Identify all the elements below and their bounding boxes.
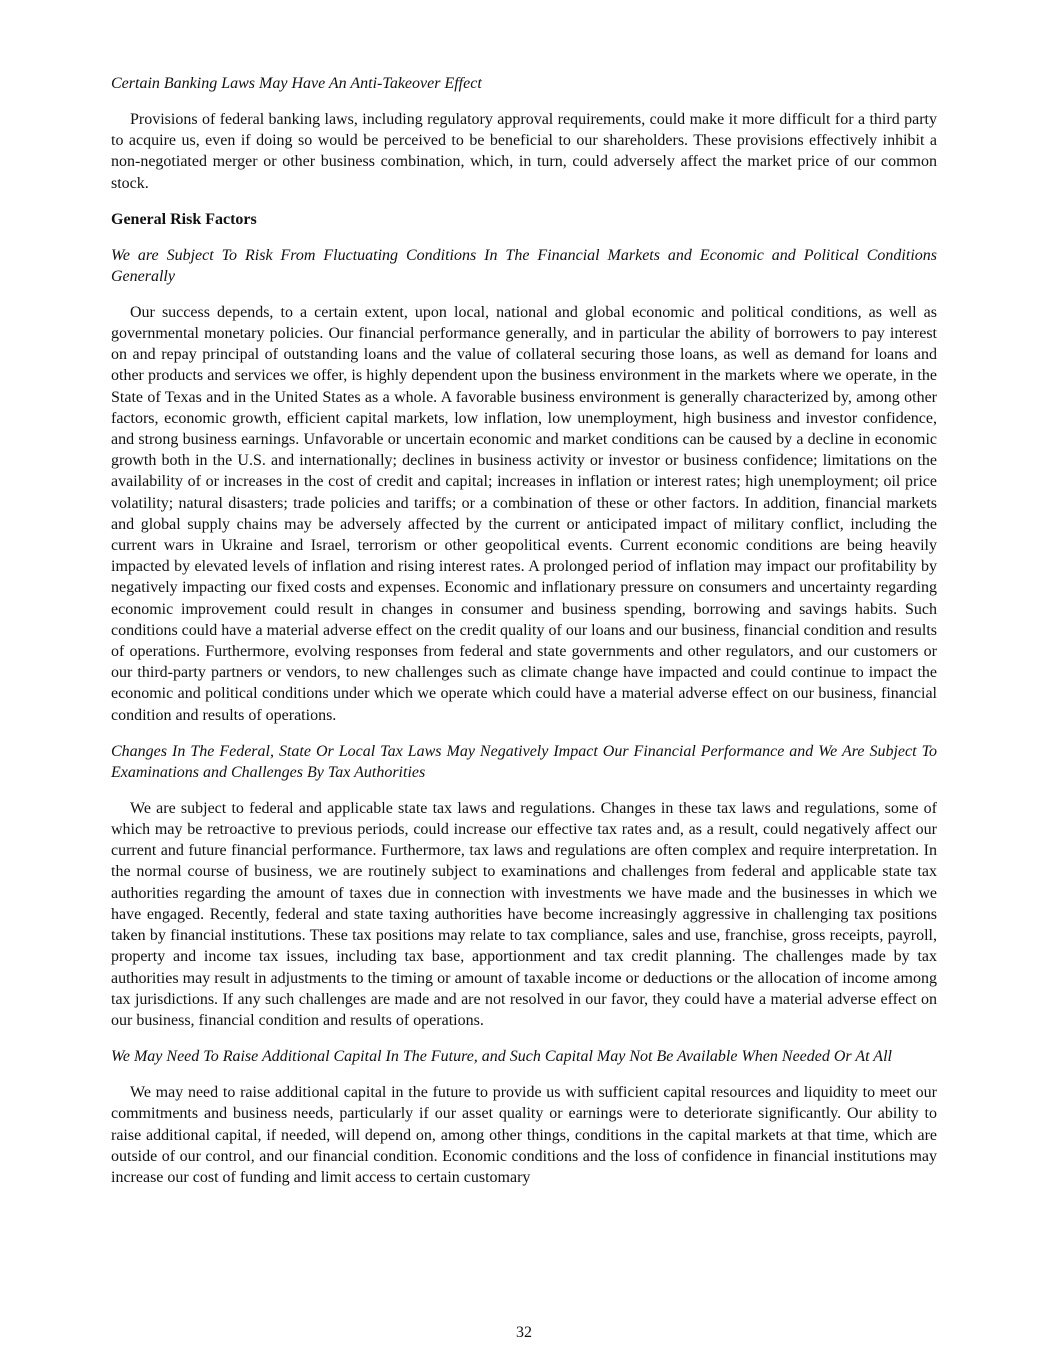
section-heading-banking-laws: Certain Banking Laws May Have An Anti-Takeover Effect xyxy=(111,75,482,92)
section-heading-fluctuating-conditions: We are Subject To Risk From Fluctuating Conditions In The Financial Markets and Economic and Political Conditions Generally xyxy=(111,246,937,285)
paragraph-fluctuating-conditions: Our success depends, to a certain extent, upon local, national and global economic and political conditions, as well as governmental monetary policies. Our financial performance generally, and in particular the ability of borrowers to pay interest on and repay principal of outstanding loans and the value of collateral securing those loans, as well as demand for loans and other products and services we offer, is highly dependent upon the business environment in the markets where we operate, in the State of Texas and in the United States as a whole. A favorable business environment is generally characterized by, among other factors, economic growth, efficient capital markets, low inflation, low unemployment, high business and investor confidence, and strong business earnings. Unfavorable or uncertain economic and market conditions can be caused by a decline in economic growth both in the U.S. and internationally; declines in business activity or investor or business confidence; limitations on the availability of or increases in the cost of credit and capital; increases in inflation or interest rates; high unemployment; oil price volatility; natural disasters; trade policies and tariffs; or a combination of these or other factors. In addition, financial markets and global supply chains may be adversely affected by the current or anticipated impact of military conflict, including the current wars in Ukraine and Israel, terrorism or other geopolitical events. Current economic conditions are being heavily impacted by elevated levels of inflation and rising interest rates. A prolonged period of inflation may impact our profitability by negatively impacting our fixed costs and expenses. Economic and inflationary pressure on consumers and uncertainty regarding economic improvement could result in changes in consumer and business spending, borrowing and savings habits. Such conditions could have a material adverse effect on the credit quality of our loans and our business, financial condition and results of operations. Furthermore, evolving responses from federal and state governments and other regulators, and our customers or our third-party partners or vendors, to new challenges such as climate change have impacted and could continue to impact the economic and political conditions under which we operate which could have a material adverse effect on our business, financial condition and results of operations. xyxy=(111,303,937,724)
paragraph-banking-laws: Provisions of federal banking laws, including regulatory approval requirements, could make it more difficult for a third party to acquire us, even if doing so would be perceived to be beneficial to our shareholders. These provisions effectively inhibit a non-negotiated merger or other business combination, which, in turn, could adversely affect the market price of our common stock. xyxy=(111,111,937,192)
section-heading-additional-capital: We May Need To Raise Additional Capital In The Future, and Such Capital May Not Be Available When Needed Or At All xyxy=(111,1048,892,1066)
section-heading-general-risk-factors: General Risk Factors xyxy=(111,210,257,228)
paragraph-tax-laws: We are subject to federal and applicable state tax laws and regulations. Changes in these tax laws and regulations, some of which may be retroactive to previous periods, could increase our effective tax rates and, as a result, could negatively affect our current and future financial performance. Furthermore, tax laws and regulations are often complex and require interpretation. In the normal course of business, we are routinely subject to examinations and challenges from federal and applicable state tax authorities regarding the amount of taxes due in connection with investments we have made and the businesses in which we have engaged. Recently, federal and state taxing authorities have become increasingly aggressive in challenging tax positions taken by financial institutions. These tax positions may relate to tax compliance, sales and use, franchise, gross receipts, payroll, property and income tax issues, including tax base, apportionment and tax credit planning. The challenges made by tax authorities may result in adjustments to the timing or amount of taxable income or deductions or the allocation of income among tax jurisdictions. If any such challenges are made and are not resolved in our favor, they could have a material adverse effect on our business, financial condition and results of operations. xyxy=(111,799,937,1029)
page-number: 32 xyxy=(516,1324,532,1341)
paragraph-additional-capital: We may need to raise additional capital in the future to provide us with sufficient capital resources and liquidity to meet our commitments and business needs, particularly if our asset quality or earnings were to deteriorate significantly. Our ability to raise additional capital, if needed, will depend on, among other things, conditions in the capital markets at that time, which are outside of our control, and our financial condition. Economic conditions and the loss of confidence in financial institutions may increase our cost of funding and limit access to certain customary xyxy=(111,1084,937,1186)
section-heading-tax-laws: Changes In The Federal, State Or Local Tax Laws May Negatively Impact Our Financial Performance and We Are Subject To Examinations and Challenges By Tax Authorities xyxy=(111,742,937,781)
document-page xyxy=(111,73,937,1203)
